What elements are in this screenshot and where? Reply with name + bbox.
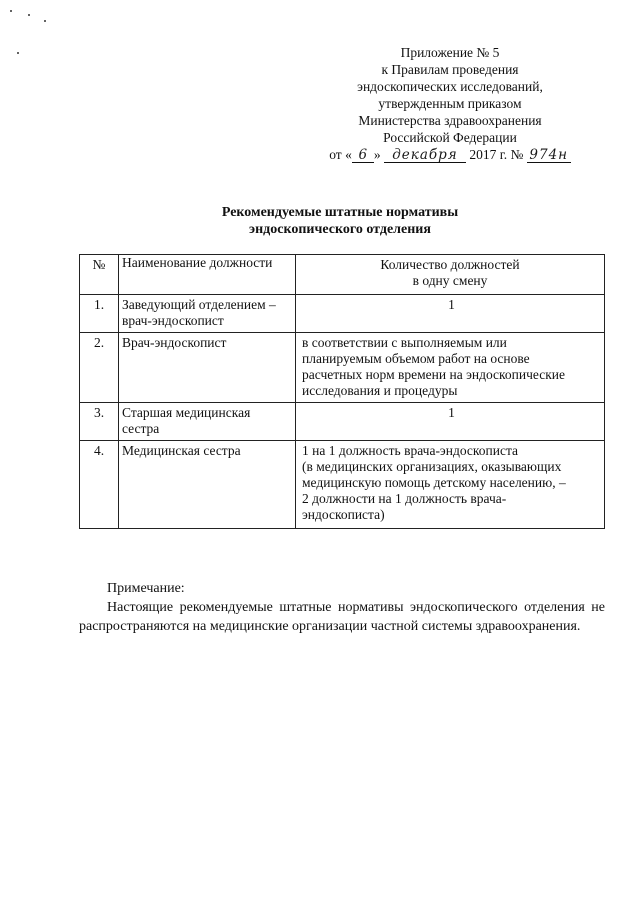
header-line: к Правилам проведения [381,62,519,77]
row-number: 1. [80,295,119,333]
row-count: в соответствии с выполняемым или планируемым объемом работ на основе расчетных норм времени на эндоскопические исследования и процедуры [296,333,605,403]
table-header-row [80,255,605,295]
column-header-position: Наименование должности [119,255,296,295]
scan-speck [44,20,46,22]
row-count: 1 [296,295,605,333]
row-count: 1 на 1 должность врача-эндоскописта (в медицинских организациях, оказывающих медицинскую помощь детскому населению, – 2 должности на 1 должность врача- эндоскописта) [296,441,605,529]
order-date-line [300,146,600,163]
note-text: Настоящие рекомендуемые штатные нормативы эндоскопического отделения не распространяются на медицинские организации частной системы здравоохранения. [79,600,605,634]
row-position: Медицинская сестра [119,441,296,529]
column-header-number: № [80,255,119,295]
staffing-table [79,254,605,529]
header-line: Приложение № 5 [400,45,500,60]
row-number: 4. [80,441,119,529]
row-number: 3. [80,403,119,441]
header-line: утвержденным приказом [378,96,522,111]
row-number: 2. [80,333,119,403]
header-line: Российской Федерации [383,130,517,145]
scan-speck [17,52,19,54]
order-year-text: 2017 г. № [469,147,524,162]
header-line: эндоскопических исследований, [357,79,543,94]
table-row [80,441,605,529]
order-month-handwritten: декабря [384,148,466,163]
title-line-1: Рекомендуемые штатные нормативы [221,205,459,220]
order-close-quote: » [373,147,381,162]
table-row [80,333,605,403]
document-title [150,204,530,238]
row-position: Старшая медицинская сестра [119,403,296,441]
order-prefix: от « [329,147,352,162]
note-label: Примечание: [107,581,185,596]
header-line: Министерства здравоохранения [358,113,542,128]
row-position: Заведующий отделением – врач-эндоскопист [119,295,296,333]
row-count: 1 [296,403,605,441]
table-row [80,403,605,441]
order-day-handwritten: 6 [352,148,374,163]
note-section [79,579,605,636]
row-position: Врач-эндоскопист [119,333,296,403]
title-line-2: эндоскопического отделения [249,222,431,237]
order-number-handwritten: 974н [527,148,571,163]
appendix-header [300,44,600,163]
scan-speck [28,14,30,16]
table-row [80,295,605,333]
column-header-count: Количество должностей в одну смену [296,255,605,295]
scan-speck [10,10,12,12]
